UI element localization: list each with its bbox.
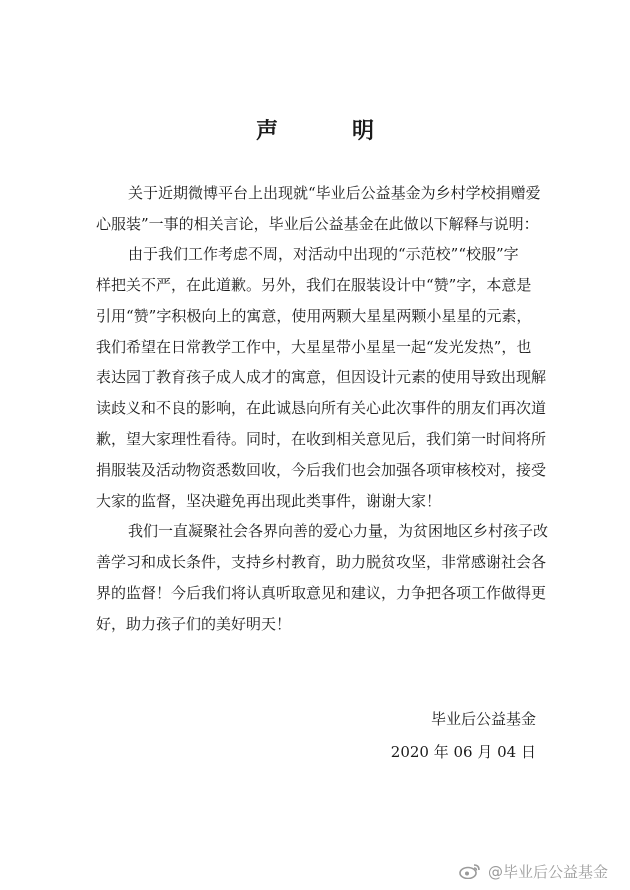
body-line-1: 关于近期微博平台上出现就“毕业后公益基金为乡村学校捐赠爱	[128, 184, 541, 202]
body-line-5: 引用“赞”字积极向上的寓意，使用两颗大星星两颗小星星的元素，	[96, 307, 532, 325]
body-line-12: 我们一直凝聚社会各界向善的爱心力量，为贫困地区乡村孩子改	[128, 522, 549, 540]
watermark-text: @毕业后公益基金	[487, 863, 608, 881]
body-line-3: 由于我们工作考虑不周，对活动中出现的“示范校”“校服”字	[128, 245, 519, 263]
body-line-6: 我们希望在日常教学工作中，大星星带小星星一起“发光发热”，也	[96, 338, 532, 356]
body-line-7: 表达园丁教育孩子成人成才的寓意，但因设计元素的使用导致出现解	[96, 368, 547, 386]
body-line-15: 好，助力孩子们的美好明天！	[96, 615, 292, 633]
body-line-14: 界的监督！今后我们将认真听取意见和建议，力争把各项工作做得更	[96, 584, 547, 602]
date: 2020 年 06 月 04 日	[390, 743, 536, 761]
body-line-11: 大家的监督，坚决避免再出现此类事件，谢谢大家！	[96, 492, 442, 510]
signature: 毕业后公益基金	[430, 710, 536, 728]
body-line-10: 捐服装及活动物资悉数回收，今后我们也会加强各项审核校对，接受	[96, 461, 547, 479]
body-line-8: 读歧义和不良的影响，在此诚恳向所有关心此次事件的朋友们再次道	[96, 399, 547, 417]
body-line-13: 善学习和成长条件，支持乡村教育，助力脱贫攻坚，非常感谢社会各	[96, 553, 547, 571]
weibo-watermark	[459, 861, 608, 882]
body-line-4: 样把关不严，在此道歉。另外，我们在服装设计中“赞”字，本意是	[96, 276, 532, 294]
body-line-2: 心服装”一事的相关言论，毕业后公益基金在此做以下解释与说明：	[96, 215, 539, 233]
page-title: 声 明	[255, 118, 400, 144]
weibo-icon	[459, 863, 481, 879]
body-line-9: 歉，望大家理性看待。同时，在收到相关意见后，我们第一时间将所	[96, 430, 547, 448]
